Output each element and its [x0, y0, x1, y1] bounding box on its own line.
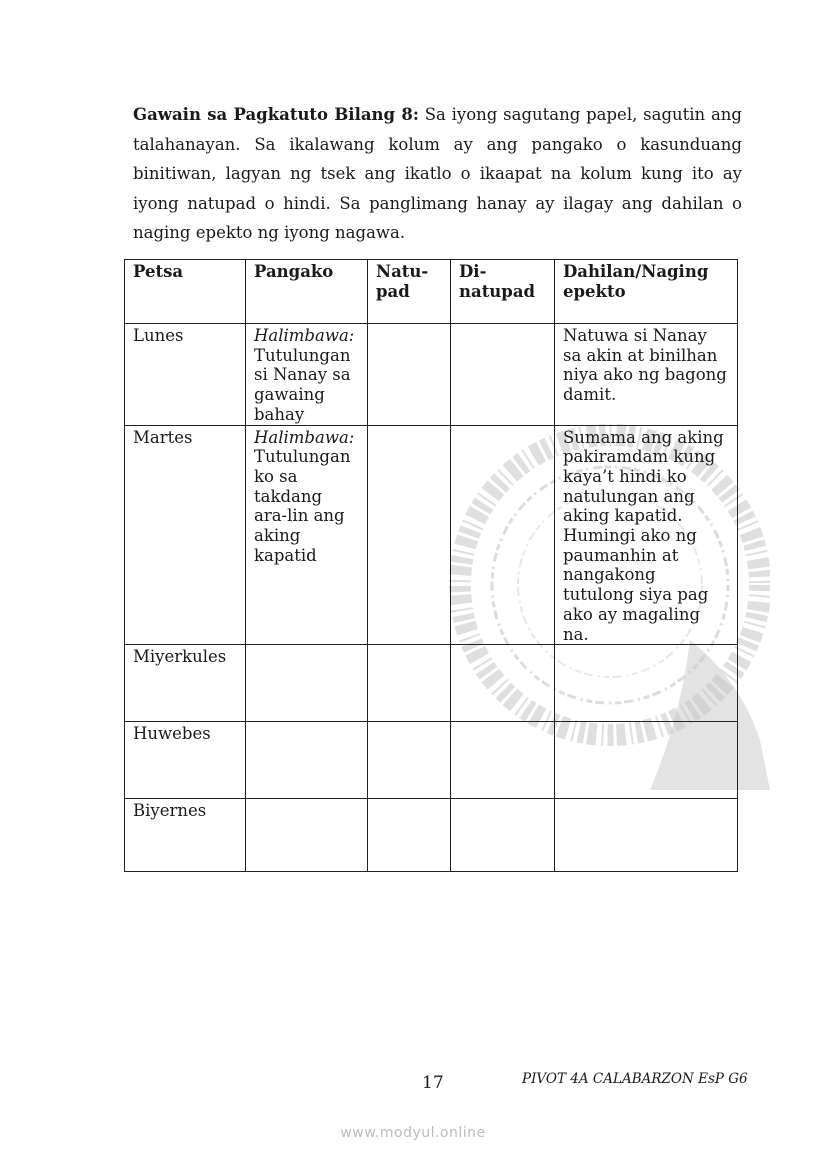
table-row	[125, 425, 738, 645]
promise-cell	[246, 425, 368, 645]
reason-cell[interactable]	[555, 799, 738, 872]
col-header-petsa: Petsa	[125, 260, 246, 324]
natupad-cell[interactable]	[368, 799, 451, 872]
example-label: Halimbawa:	[254, 427, 355, 447]
activity-title: Gawain sa Pagkatuto Bilang 8:	[133, 105, 419, 124]
dinatupad-cell[interactable]	[451, 324, 555, 426]
col-header-natupad-label: Natu- pad	[376, 262, 429, 301]
col-header-dahilan-label: Dahilan/Naging epekto	[563, 262, 709, 301]
natupad-cell[interactable]	[368, 645, 451, 722]
reason-cell: Natuwa si Nanay sa akin at binilhan niya ako ng bagong damit.	[555, 324, 738, 426]
col-header-dinatupad-label: Di- natupad	[459, 262, 536, 301]
natupad-cell[interactable]	[368, 425, 451, 645]
dinatupad-cell[interactable]	[451, 722, 555, 799]
natupad-cell[interactable]	[368, 324, 451, 426]
day-cell: Huwebes	[125, 722, 246, 799]
page-number: 17	[422, 1073, 444, 1093]
col-header-natupad	[368, 260, 451, 324]
watermark-url: www.modyul.online	[340, 1125, 486, 1141]
promise-cell[interactable]	[246, 722, 368, 799]
reason-cell: Sumama ang aking pakiramdam kung kaya’t hindi ko natulungan ang aking kapatid. Humingi ako ng paumanhin at nangakong tutulong siya pag ako ay magaling na.	[555, 425, 738, 645]
natupad-cell[interactable]	[368, 722, 451, 799]
dinatupad-cell[interactable]	[451, 425, 555, 645]
day-cell: Martes	[125, 425, 246, 645]
dinatupad-cell[interactable]	[451, 799, 555, 872]
promise-text: Tutulungan ko sa takdang ara-lin ang aking kapatid	[254, 447, 351, 565]
dinatupad-cell[interactable]	[451, 645, 555, 722]
col-header-dahilan	[555, 260, 738, 324]
day-cell: Lunes	[125, 324, 246, 426]
footer-title: PIVOT 4A CALABARZON EsP G6	[522, 1071, 748, 1087]
promise-cell[interactable]	[246, 645, 368, 722]
table-header-row	[125, 260, 738, 324]
promise-text: Tutulungan si Nanay sa gawaing bahay	[254, 345, 351, 424]
instructions-paragraph	[133, 100, 742, 248]
pledge-table	[124, 259, 738, 872]
table-row	[125, 645, 738, 722]
reason-cell[interactable]	[555, 722, 738, 799]
table-row	[125, 324, 738, 426]
promise-cell	[246, 324, 368, 426]
day-cell: Miyerkules	[125, 645, 246, 722]
table-row	[125, 722, 738, 799]
example-label: Halimbawa:	[254, 326, 355, 345]
table-row	[125, 799, 738, 872]
day-cell: Biyernes	[125, 799, 246, 872]
col-header-dinatupad	[451, 260, 555, 324]
col-header-pangako: Pangako	[246, 260, 368, 324]
instructions-text: Sa iyong sagutang papel, sagutin ang talahanayan. Sa ikalawang kolum ay ang pangako o kasunduang binitiwan, lagyan ng tsek ang ikatlo o ikaapat na kolum kung ito ay iyong natupad o hindi. Sa panglimang hanay ay ilagay ang dahilan o naging epekto ng iyong nagawa.	[133, 105, 742, 242]
promise-cell[interactable]	[246, 799, 368, 872]
reason-cell[interactable]	[555, 645, 738, 722]
